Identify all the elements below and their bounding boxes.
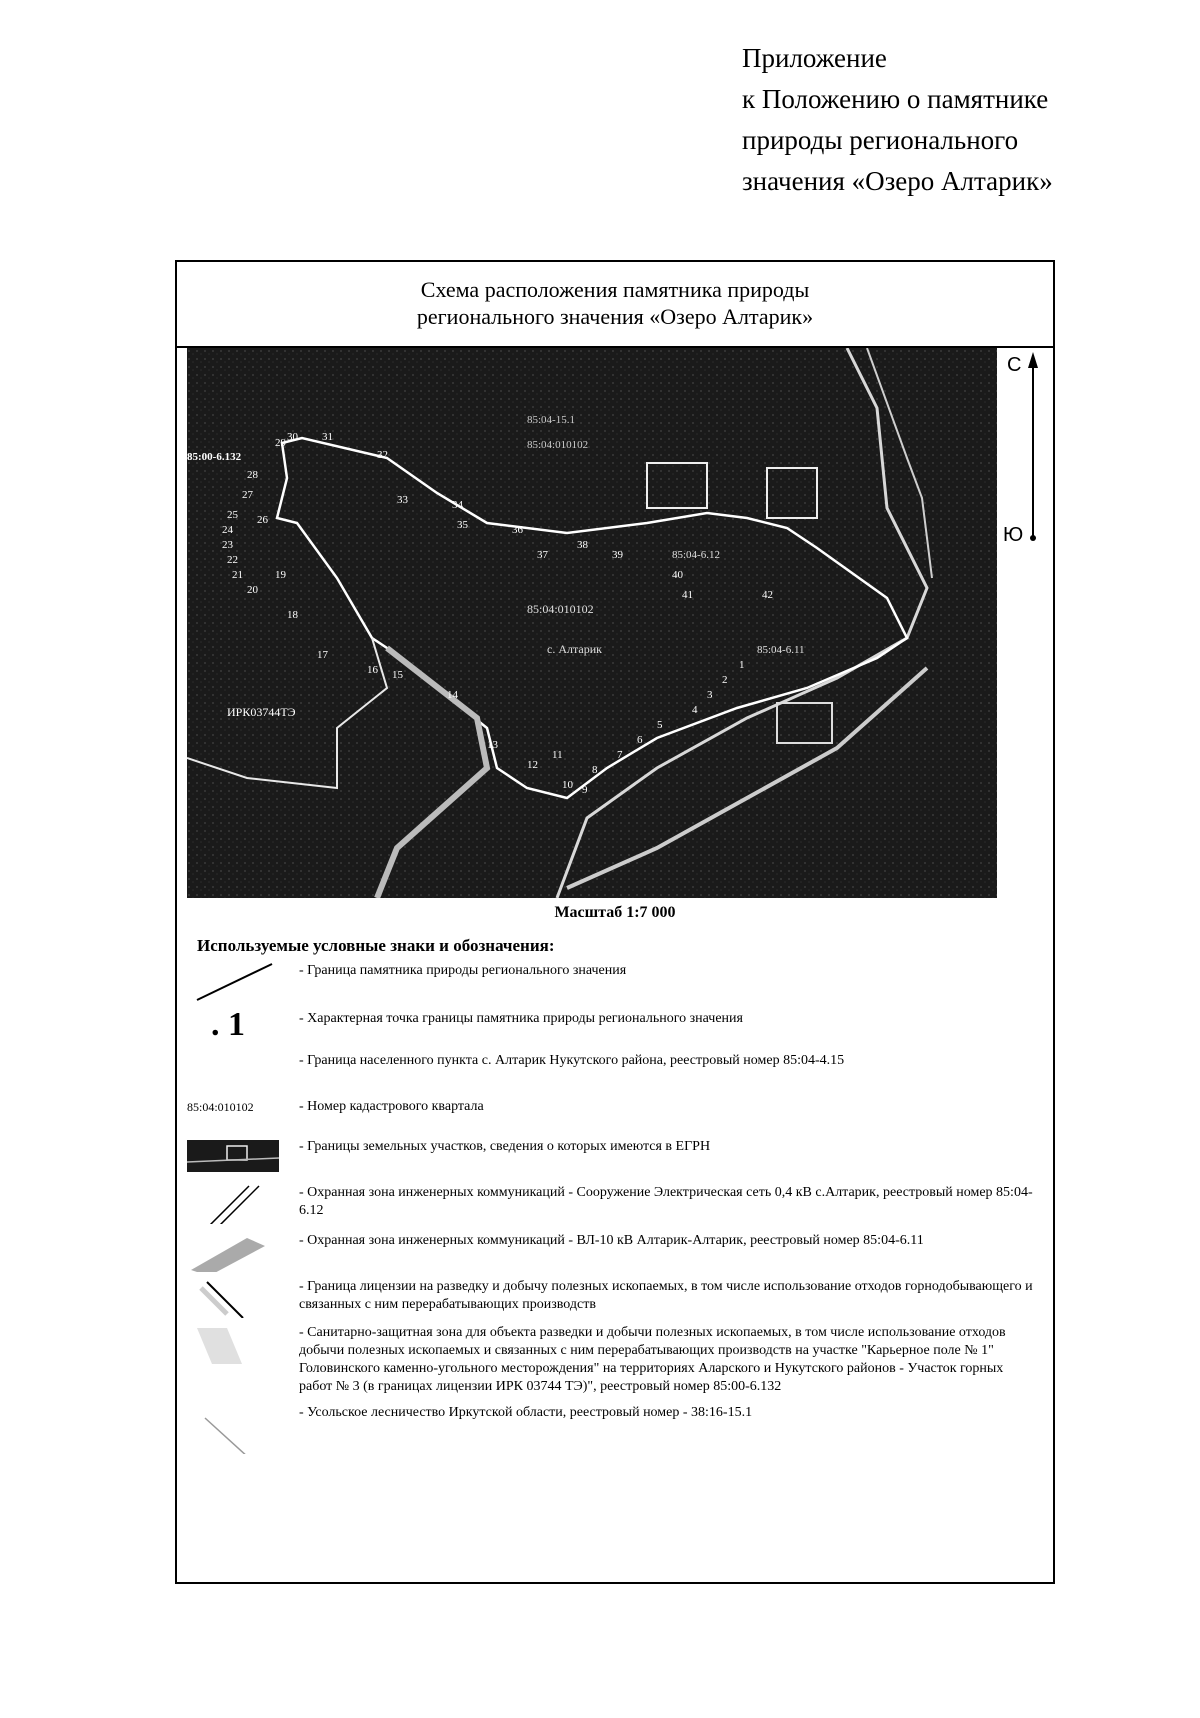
point-label: 19 — [275, 569, 286, 581]
point-label: 37 — [537, 549, 548, 561]
legend-item-power-line-zone — [187, 1232, 1047, 1276]
point-label: 17 — [317, 649, 328, 661]
boundary-point-symbol: . 1 — [211, 1006, 245, 1043]
legend-item-land-parcels — [187, 1138, 1047, 1178]
point-label: 13 — [487, 739, 498, 751]
north-arrow — [997, 348, 1053, 898]
legend-item-forestry — [187, 1404, 1047, 1454]
label-zone-left: 85:00-6.132 — [187, 451, 242, 463]
license-boundary-symbol — [187, 1278, 287, 1318]
legend-text: - Охранная зона инженерных коммуникаций - ВЛ-10 кВ Алтарик-Алтарик, реестровый номер 85:04-6.11 — [299, 1233, 924, 1248]
label-zone-right: 85:04-6.11 — [757, 644, 805, 656]
legend-text: - Усольское лесничество Иркутской области, реестровый номер - 38:16-15.1 — [299, 1405, 753, 1420]
point-label: 1 — [739, 659, 745, 671]
legend-text: - Граница памятника природы регионального значения — [299, 963, 627, 978]
label-quarter-center: 85:04:010102 — [527, 602, 594, 616]
point-label: 27 — [242, 489, 253, 501]
sanitary-zone-symbol — [187, 1324, 287, 1364]
label-license: ИРК03744ТЭ — [227, 705, 296, 719]
point-label: 3 — [707, 689, 713, 701]
point-label: 2 — [722, 674, 728, 686]
point-label: 33 — [397, 494, 408, 506]
legend-title: Используемые условные знаки и обозначения: — [197, 936, 555, 955]
power-network-zone-symbol — [187, 1184, 287, 1224]
map-canvas — [187, 348, 997, 898]
point-label: 35 — [457, 519, 468, 531]
legend-text: - Охранная зона инженерных коммуникаций - Сооружение Электрическая сеть 0,4 кВ с.Алтарик, реестровый номер 85:04-6.12 — [299, 1185, 1033, 1218]
map-frame — [175, 260, 1055, 1584]
point-label: 30 — [287, 431, 298, 443]
point-label: 12 — [527, 759, 538, 771]
point-label: 6 — [637, 734, 643, 746]
point-label: 32 — [377, 449, 388, 461]
map-title — [177, 262, 1053, 348]
north-arrow-icon — [997, 348, 1053, 548]
label-quarter-top: 85:04-15.1 — [527, 414, 575, 426]
monument-boundary-symbol — [187, 962, 287, 1002]
point-label: 23 — [222, 539, 233, 551]
point-label: 15 — [392, 669, 403, 681]
legend-text: - Характерная точка границы памятника природы регионального значения — [299, 1011, 743, 1026]
point-label: 31 — [322, 431, 333, 443]
map-image — [187, 348, 997, 898]
map-title-line-2: регионального значения «Озеро Алтарик» — [416, 304, 814, 329]
label-quarter-top-2: 85:04:010102 — [527, 439, 589, 451]
point-label: 38 — [577, 539, 588, 551]
label-zone-mid: 85:04-6.12 — [672, 549, 720, 561]
south-label: Ю — [1003, 524, 1024, 546]
legend-text: - Санитарно-защитная зона для объекта разведки и добычи полезных ископаемых, в том числе использование отходов добычи полезных ископаемых и связанных с ним перерабатывающих производств на участке "Карьерное поле № 1" Головинского каменно-угольного месторождения" на территориях Аларского и Нукутского районов - Участок горных работ № 3 (в границах лицензии ИРК 03744 ТЭ)", реестровый номер 85:00-6.132 — [299, 1325, 1006, 1394]
point-label: 40 — [672, 569, 683, 581]
point-label: 5 — [657, 719, 663, 731]
appendix-header — [742, 38, 1182, 202]
legend-text: - Граница населенного пункта с. Алтарик Нукутского района, реестровый номер 85:04-4.15 — [299, 1053, 845, 1068]
point-label: 20 — [247, 584, 258, 596]
point-label: 39 — [612, 549, 623, 561]
point-label: 36 — [512, 524, 523, 536]
legend-item-cadastral-quarter — [187, 1098, 1047, 1128]
cadastral-code-sample: 85:04:010102 — [187, 1100, 254, 1114]
point-label: 22 — [227, 554, 238, 566]
point-label: 28 — [247, 469, 258, 481]
legend-item-monument-boundary — [187, 962, 1047, 1002]
point-label: 24 — [222, 524, 233, 536]
point-label: 10 — [562, 779, 573, 791]
point-label: 21 — [232, 569, 243, 581]
point-label: 14 — [447, 689, 458, 701]
appendix-line-2: к Положению о памятнике — [742, 84, 1049, 114]
land-parcels-symbol — [187, 1138, 287, 1178]
point-label: 42 — [762, 589, 773, 601]
point-label: 25 — [227, 509, 238, 521]
point-label: 41 — [682, 589, 693, 601]
legend-item-power-network-zone — [187, 1184, 1047, 1230]
legend-item-boundary-point — [187, 1006, 1047, 1050]
point-label: 34 — [452, 499, 463, 511]
point-label: 7 — [617, 749, 623, 761]
north-label: С — [1007, 354, 1022, 376]
point-label: 8 — [592, 764, 598, 776]
legend-item-license-boundary — [187, 1278, 1047, 1322]
point-label: 16 — [367, 664, 378, 676]
map-title-line-1: Схема расположения памятника природы — [420, 277, 810, 302]
map-scale: Масштаб 1:7 000 — [554, 904, 676, 921]
forestry-symbol — [187, 1414, 287, 1454]
appendix-line-4: значения «Озеро Алтарик» — [742, 166, 1053, 196]
point-label: 9 — [582, 784, 588, 796]
legend-text: - Номер кадастрового квартала — [299, 1099, 484, 1114]
power-line-zone-symbol — [187, 1232, 287, 1272]
point-label: 29 — [275, 437, 286, 449]
point-label: 4 — [692, 704, 698, 716]
appendix-line-3: природы регионального — [742, 125, 1019, 155]
label-village: с. Алтарик — [547, 642, 602, 656]
point-label: 18 — [287, 609, 298, 621]
legend-text: - Границы земельных участков, сведения о которых имеются в ЕГРН — [299, 1139, 711, 1154]
point-label: 11 — [552, 749, 563, 761]
legend-text: - Граница лицензии на разведку и добычу полезных ископаемых, в том числе использование отходов горнодобывающего и связанных с ним перерабатывающих производств — [299, 1279, 1033, 1312]
legend-item-settlement-boundary — [187, 1052, 1047, 1082]
appendix-line-1: Приложение — [742, 43, 887, 73]
point-label: 26 — [257, 514, 268, 526]
